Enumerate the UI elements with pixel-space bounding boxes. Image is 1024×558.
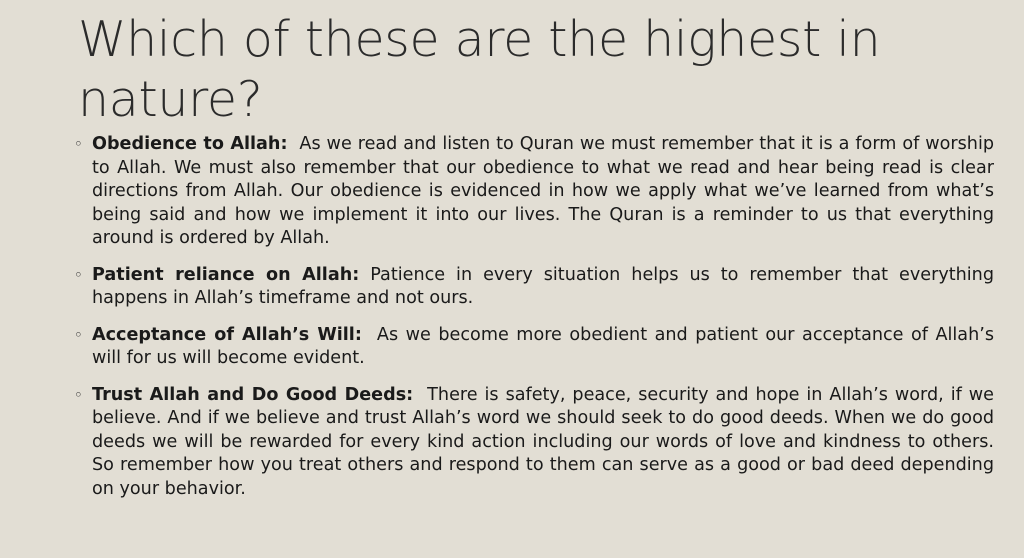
bullet-text: As we read and listen to Quran we must remember that it is a form of worship to Allah. We must also remember that our obedience to what we read and hear being read is clear directions from Allah. Our obedience is evidenced in how we apply what we’ve learned from what’s being said and how we implement it into our lives. The Quran is a reminder to us that everything around is ordered by Allah. bbox=[92, 134, 994, 248]
bullet-text: There is safety, peace, security and hope in Allah’s word, if we believe. And if we believe and trust Allah’s word we should seek to do good deeds. When we do good deeds we will be rewarded for every kind action including our words of love and kindness to others. So remember how you treat others and respond to them can serve as a good or bad deed depending on your behavior. bbox=[92, 384, 994, 499]
bullet-item-obedience bbox=[74, 133, 994, 251]
bullet-heading: Trust Allah and Do Good Deeds: bbox=[92, 384, 414, 405]
bullet-text: As we become more obedient and patient our acceptance of Allah’s will for us will become evident. bbox=[92, 324, 995, 368]
bullet-item-trust-good-deeds bbox=[74, 384, 994, 502]
bullet-marker-icon: ◦ bbox=[74, 325, 83, 344]
bullet-marker-icon: ◦ bbox=[74, 135, 83, 153]
bullet-heading: Acceptance of Allah’s Will: bbox=[92, 324, 362, 345]
bullet-text: Patience in every situation helps us to remember that everything happens in Allah’s timeframe and not ours. bbox=[92, 264, 994, 308]
bullet-item-acceptance bbox=[74, 324, 994, 371]
bullet-marker-icon: ◦ bbox=[74, 385, 83, 404]
slide-title: Which of these are the highest in nature? bbox=[78, 11, 881, 128]
bullet-list bbox=[74, 133, 994, 514]
bullet-item-patient-reliance bbox=[74, 264, 994, 311]
bullet-heading: Obedience to Allah: bbox=[92, 134, 288, 154]
bullet-heading: Patient reliance on Allah: bbox=[92, 264, 360, 285]
bullet-marker-icon: ◦ bbox=[74, 265, 83, 284]
